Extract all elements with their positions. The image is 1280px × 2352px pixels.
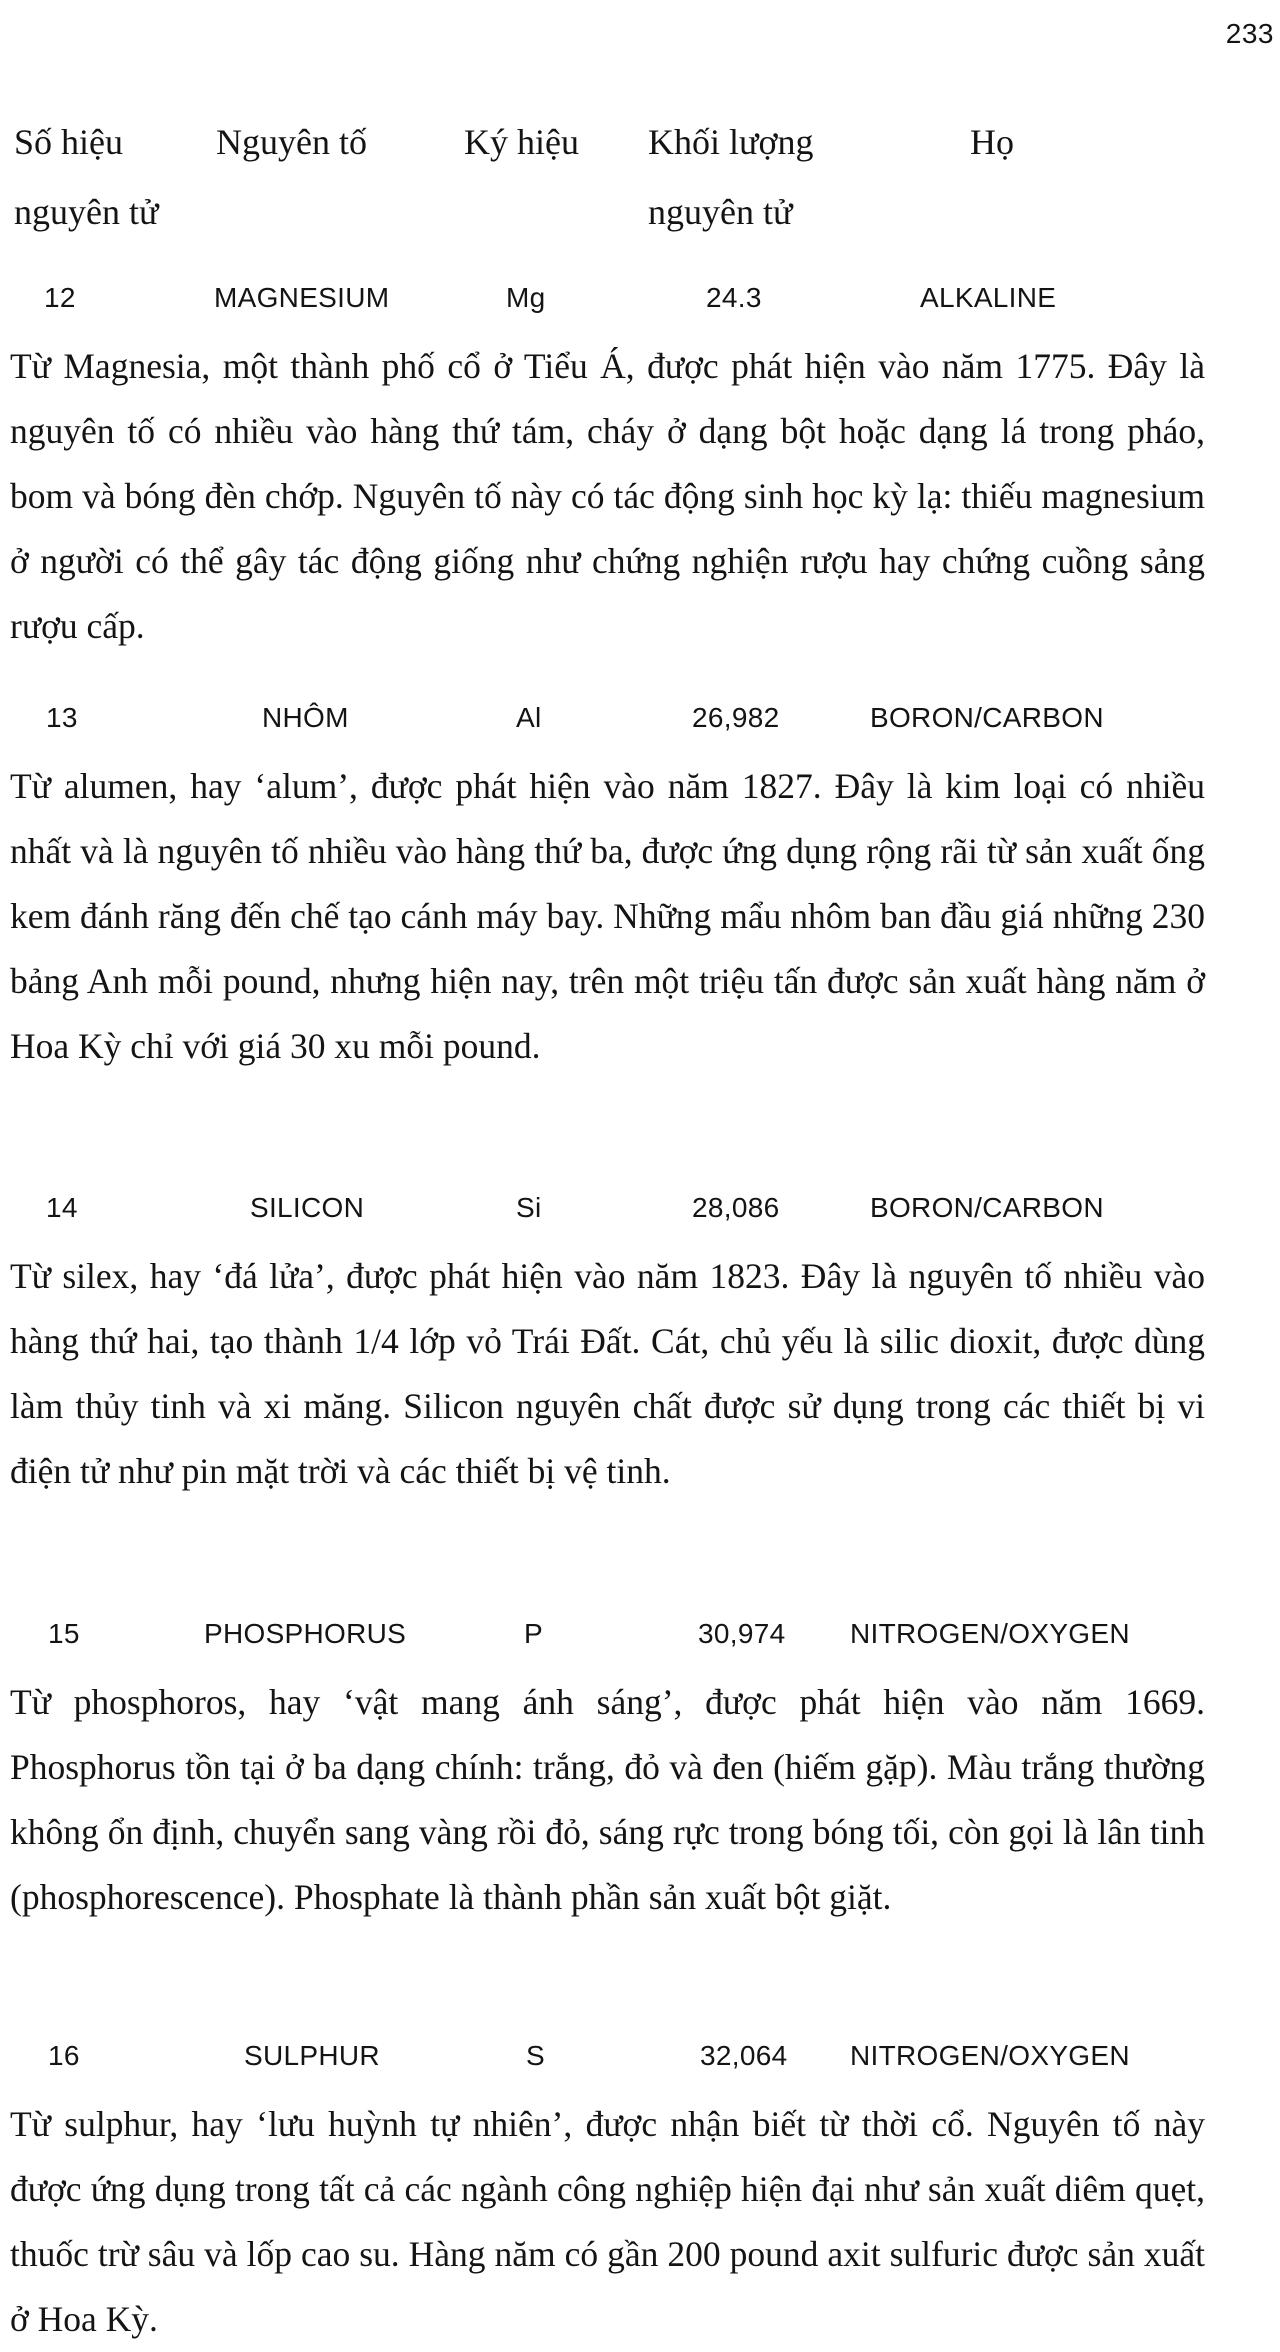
element-name: PHOSPHORUS <box>204 1618 407 1649</box>
element-description: Từ alumen, hay ‘alum’, được phát hiện vào năm 1827. Đây là kim loại có nhiều nhất và là nguyên tố nhiều vào hàng thứ ba, được ứng dụng rộng rãi từ sản xuất ống kem đánh răng đến chế tạo cánh máy bay. Những mẩu nhôm ban đầu giá những 230 bảng Anh mỗi pound, nhưng hiện nay, trên một triệu tấn được sản xuất hàng năm ở Hoa Kỳ chỉ với giá 30 xu mỗi pound. <box>10 766 1205 1066</box>
header-atomic-number-line2: nguyên tử <box>14 192 159 232</box>
element-info-row <box>0 2040 1280 2080</box>
atomic-number: 16 <box>48 2040 80 2071</box>
header-group: Họ <box>970 122 1014 162</box>
element-info-row <box>0 702 1280 742</box>
element-group: NITROGEN/OXYGEN <box>850 1618 1130 1649</box>
element-symbol: Mg <box>506 282 546 313</box>
atomic-number: 15 <box>48 1618 80 1649</box>
element-name: SULPHUR <box>244 2040 380 2071</box>
element-info-row <box>0 282 1280 322</box>
header-symbol: Ký hiệu <box>464 122 579 162</box>
element-info-row <box>0 1192 1280 1232</box>
header-atomic-mass: Khối lượng <box>648 122 814 162</box>
element-symbol: Si <box>516 1192 542 1223</box>
element-group: BORON/CARBON <box>870 702 1104 733</box>
element-name: SILICON <box>250 1192 365 1223</box>
atomic-number: 14 <box>46 1192 78 1223</box>
element-description: Từ silex, hay ‘đá lửa’, được phát hiện vào năm 1823. Đây là nguyên tố nhiều vào hàng thứ hai, tạo thành 1/4 lớp vỏ Trái Đất. Cát, chủ yếu là silic dioxit, được dùng làm thủy tinh và xi măng. Silicon nguyên chất được sử dụng trong các thiết bị vi điện tử như pin mặt trời và các thiết bị vệ tinh. <box>10 1256 1205 1491</box>
atomic-number: 12 <box>44 282 76 313</box>
header-atomic-number: Số hiệu <box>14 122 124 162</box>
element-symbol: P <box>524 1618 543 1649</box>
element-info-row <box>0 1618 1280 1658</box>
element-symbol: Al <box>516 702 542 733</box>
header-element: Nguyên tố <box>216 122 367 162</box>
element-name: MAGNESIUM <box>214 282 390 313</box>
atomic-mass: 26,982 <box>692 702 780 733</box>
atomic-mass: 24.3 <box>706 282 762 313</box>
element-name: NHÔM <box>262 702 349 733</box>
atomic-mass: 28,086 <box>692 1192 780 1223</box>
atomic-mass: 32,064 <box>700 2040 788 2071</box>
element-group: ALKALINE <box>920 282 1057 313</box>
element-description: Từ sulphur, hay ‘lưu huỳnh tự nhiên’, được nhận biết từ thời cổ. Nguyên tố này được ứng dụng trong tất cả các ngành công nghiệp hiện đại như sản xuất diêm quẹt, thuốc trừ sâu và lốp cao su. Hàng năm có gần 200 pound axit sulfuric được sản xuất ở Hoa Kỳ. <box>10 2104 1205 2339</box>
element-group: BORON/CARBON <box>870 1192 1104 1223</box>
atomic-mass: 30,974 <box>698 1618 786 1649</box>
element-group: NITROGEN/OXYGEN <box>850 2040 1130 2071</box>
page-number: 233 <box>1225 18 1274 49</box>
header-atomic-mass-line2: nguyên tử <box>648 192 793 232</box>
element-symbol: S <box>526 2040 545 2071</box>
element-description: Từ phosphoros, hay ‘vật mang ánh sáng’, được phát hiện vào năm 1669. Phosphorus tồn tại ở ba dạng chính: trắng, đỏ và đen (hiếm gặp). Màu trắng thường không ổn định, chuyển sang vàng rồi đỏ, sáng rực trong bóng tối, còn gọi là lân tinh (phosphorescence). Phosphate là thành phần sản xuất bột giặt. <box>10 1682 1205 1917</box>
element-description: Từ Magnesia, một thành phố cổ ở Tiểu Á, được phát hiện vào năm 1775. Đây là nguyên tố có nhiều vào hàng thứ tám, cháy ở dạng bột hoặc dạng lá trong pháo, bom và bóng đèn chớp. Nguyên tố này có tác động sinh học kỳ lạ: thiếu magnesium ở người có thể gây tác động giống như chứng nghiện rượu hay chứng cuồng sảng rượu cấp. <box>10 346 1205 646</box>
column-header <box>0 124 1280 254</box>
atomic-number: 13 <box>46 702 78 733</box>
